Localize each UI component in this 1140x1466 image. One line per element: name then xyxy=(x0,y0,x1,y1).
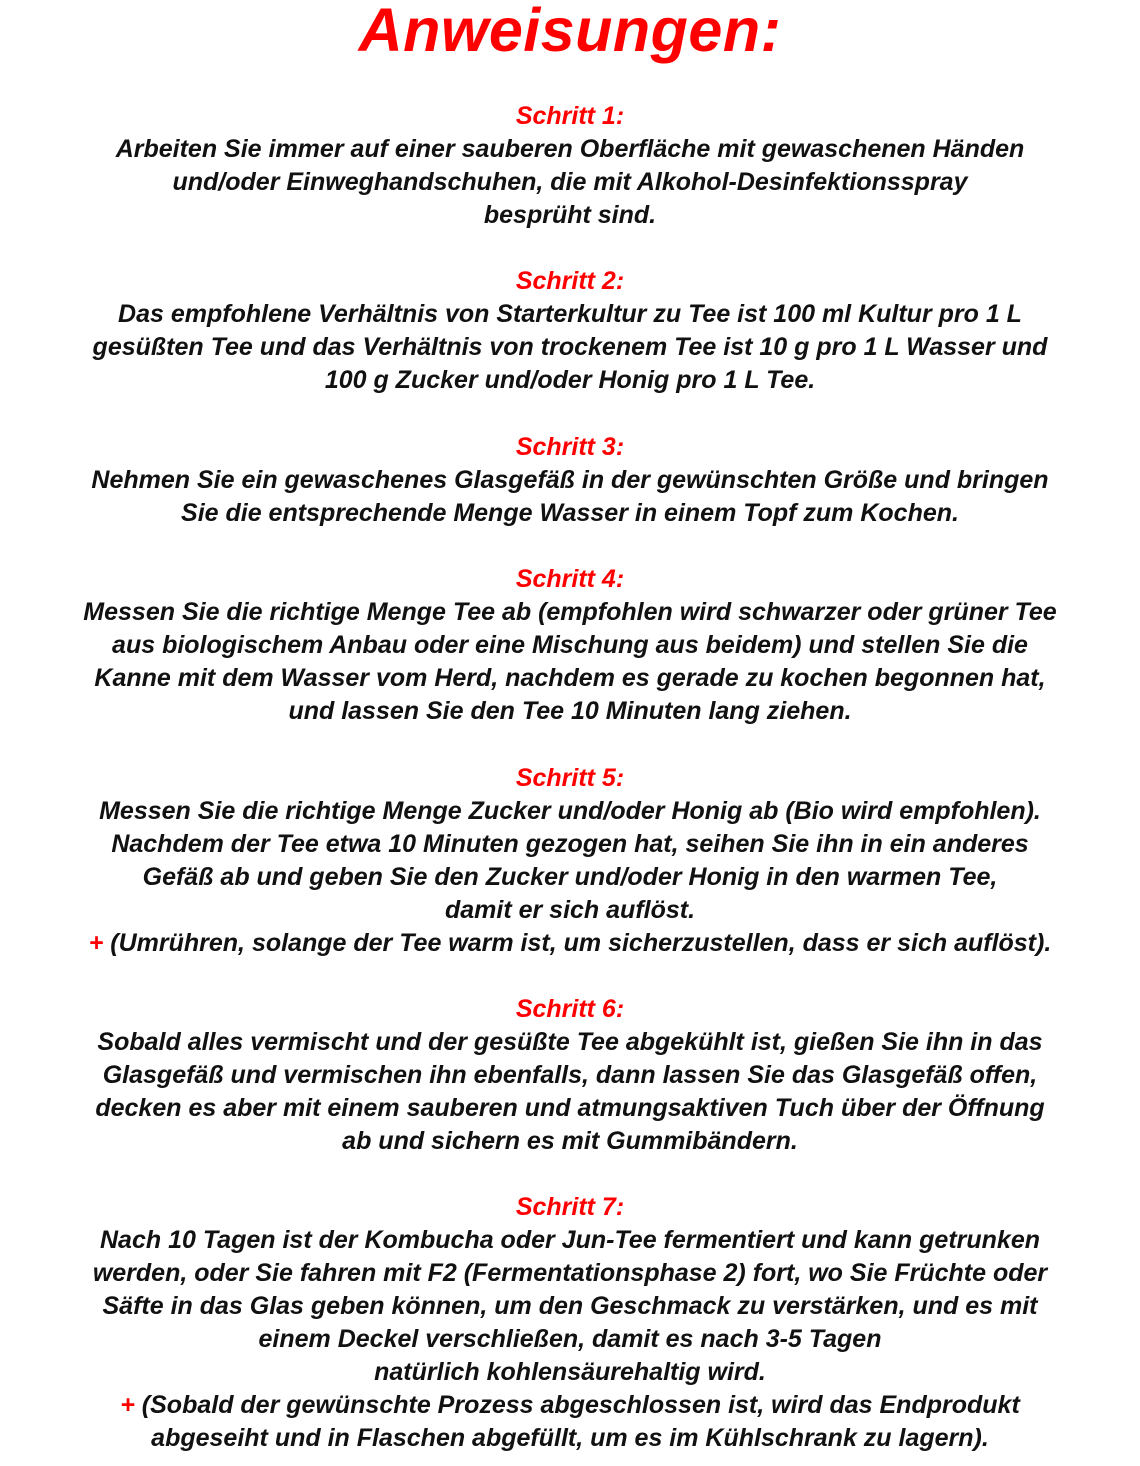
step-note-text: (Umrühren, solange der Tee warm ist, um sicherzustellen, dass er sich auflöst). xyxy=(110,929,1052,957)
step-note-line xyxy=(0,1389,1140,1422)
step-text-line: natürlich kohlensäurehaltig wird. xyxy=(374,1358,766,1386)
step-text-line: Glasgefäß und vermischen ihn ebenfalls, dann lassen Sie das Glasgefäß offen, xyxy=(102,1061,1038,1089)
step-label: Schritt 7: xyxy=(515,1193,625,1221)
step-text-line: Kanne mit dem Wasser vom Herd, nachdem es gerade zu kochen begonnen hat, xyxy=(94,664,1046,692)
step-text-line: Nach 10 Tagen ist der Kombucha oder Jun-Tee fermentiert und kann getrunken xyxy=(100,1226,1040,1254)
step-text-line: Messen Sie die richtige Menge Tee ab (empfohlen wird schwarzer oder grüner Tee xyxy=(83,598,1057,626)
step-6 xyxy=(0,993,1140,1158)
step-text-line: Das empfohlene Verhältnis von Starterkultur zu Tee ist 100 ml Kultur pro 1 L xyxy=(118,300,1022,328)
step-text-line: Sie die entsprechende Menge Wasser in einem Topf zum Kochen. xyxy=(181,499,959,527)
step-text-line: besprüht sind. xyxy=(483,201,657,229)
step-text-line: und/oder Einweghandschuhen, die mit Alkohol-Desinfektionsspray xyxy=(172,168,968,196)
step-text-line: werden, oder Sie fahren mit F2 (Fermentationsphase 2) fort, wo Sie Früchte oder xyxy=(92,1259,1048,1287)
step-text-line: Nehmen Sie ein gewaschenes Glasgefäß in der gewünschten Größe und bringen xyxy=(91,466,1049,494)
step-text-line: einem Deckel verschließen, damit es nach 3-5 Tagen xyxy=(258,1325,882,1353)
step-text-line: Arbeiten Sie immer auf einer sauberen Oberfläche mit gewaschenen Händen xyxy=(115,135,1025,163)
step-4 xyxy=(0,563,1140,728)
step-label: Schritt 1: xyxy=(515,102,625,130)
step-3 xyxy=(0,431,1140,530)
step-7 xyxy=(0,1191,1140,1455)
step-text-line: Messen Sie die richtige Menge Zucker und/oder Honig ab (Bio wird empfohlen). xyxy=(99,797,1041,825)
step-text-line: ab und sichern es mit Gummibändern. xyxy=(342,1127,798,1155)
step-text-line: Gefäß ab und geben Sie den Zucker und/oder Honig in den warmen Tee, xyxy=(142,863,998,891)
step-label: Schritt 4: xyxy=(515,565,625,593)
step-text-line: und lassen Sie den Tee 10 Minuten lang ziehen. xyxy=(288,697,852,725)
step-text-line: aus biologischem Anbau oder eine Mischung aus beidem) und stellen Sie die xyxy=(112,631,1028,659)
step-text-line: gesüßten Tee und das Verhältnis von trockenem Tee ist 10 g pro 1 L Wasser und xyxy=(92,333,1048,361)
page-title: Anweisungen: xyxy=(358,0,782,64)
step-text-line: decken es aber mit einem sauberen und atmungsaktiven Tuch über der Öffnung xyxy=(95,1094,1045,1122)
step-1 xyxy=(0,100,1140,232)
step-text-line: Sobald alles vermischt und der gesüßte Tee abgekühlt ist, gießen Sie ihn in das xyxy=(97,1028,1043,1056)
step-2 xyxy=(0,265,1140,397)
step-text-line: 100 g Zucker und/oder Honig pro 1 L Tee. xyxy=(324,366,816,394)
plus-icon: + xyxy=(88,929,104,957)
step-text-line: damit er sich auflöst. xyxy=(444,896,696,924)
step-note-text: (Sobald der gewünschte Prozess abgeschlossen ist, wird das Endprodukt xyxy=(141,1391,1020,1419)
step-note-line xyxy=(0,927,1140,960)
step-text-line: Nachdem der Tee etwa 10 Minuten gezogen hat, seihen Sie ihn in ein anderes xyxy=(111,830,1029,858)
step-label: Schritt 5: xyxy=(515,764,625,792)
step-label: Schritt 2: xyxy=(515,267,625,295)
step-text-line: Säfte in das Glas geben können, um den Geschmack zu verstärken, und es mit xyxy=(102,1292,1038,1320)
plus-icon: + xyxy=(120,1391,135,1419)
step-label: Schritt 6: xyxy=(515,995,625,1023)
step-label: Schritt 3: xyxy=(515,433,625,461)
step-note-line: abgeseiht und in Flaschen abgefüllt, um es im Kühlschrank zu lagern). xyxy=(151,1424,989,1452)
step-5 xyxy=(0,762,1140,960)
